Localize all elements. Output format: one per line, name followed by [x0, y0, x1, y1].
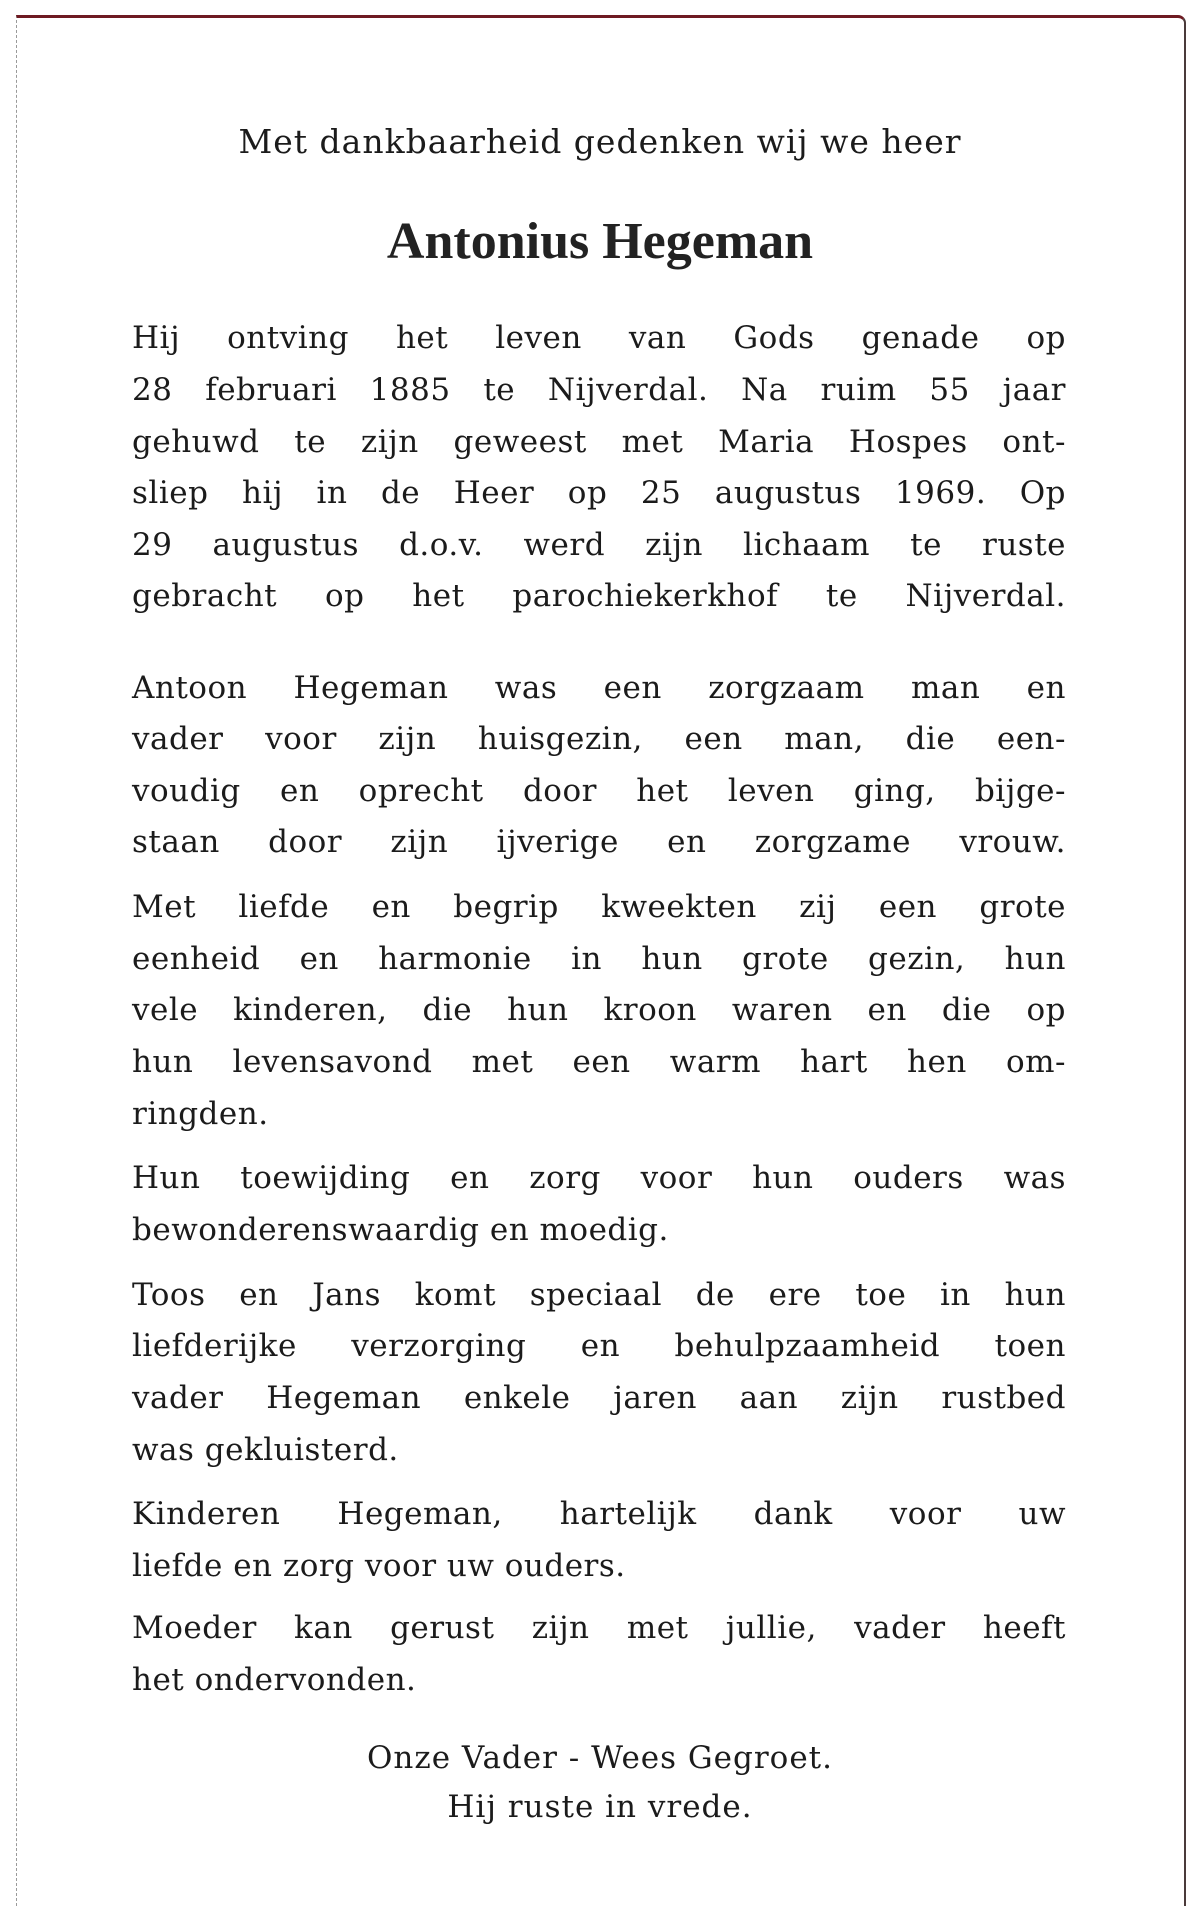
text-line: vader voor zijn huisgezin, een man, die een- — [132, 721, 1066, 757]
text-line: 28 februari 1885 te Nijverdal. Na ruim 55 jaar — [132, 372, 1066, 408]
text-line: Kinderen Hegeman, hartelijk dank voor uw — [132, 1496, 1066, 1532]
text-line: liefde en zorg voor uw ouders. — [132, 1548, 626, 1584]
text-line: Hij ontving het leven van Gods genade op — [132, 320, 1066, 356]
text-line: Toos en Jans komt speciaal de ere toe in hun — [132, 1277, 1066, 1313]
text-line: eenheid en harmonie in hun grote gezin, hun — [132, 941, 1066, 977]
rest-in-peace-line: Hij ruste in vrede. — [447, 1789, 753, 1825]
text-line: sliep hij in de Heer op 25 augustus 1969. Op — [132, 475, 1066, 511]
text-line: gehuwd te zijn geweest met Maria Hospes ont- — [132, 424, 1066, 460]
intro-line: Met dankbaarheid gedenken wij we heer — [238, 122, 962, 161]
text-line: staan door zijn ijverige en zorgzame vrouw. — [132, 824, 1066, 860]
text-line: liefderijke verzorging en behulpzaamheid toen — [132, 1328, 1066, 1364]
text-line: bewonderenswaardig en moedig. — [132, 1212, 669, 1248]
text-line: voudig en oprecht door het leven ging, bijge- — [132, 773, 1066, 809]
text-line: vader Hegeman enkele jaren aan zijn rustbed — [132, 1380, 1066, 1416]
prayer-line: Onze Vader - Wees Gegroet. — [366, 1740, 833, 1776]
text-line: was gekluisterd. — [132, 1432, 399, 1468]
text-line: hun levensavond met een warm hart hen om- — [132, 1044, 1066, 1080]
text-line: het ondervonden. — [132, 1662, 417, 1698]
text-line: vele kinderen, die hun kroon waren en die op — [132, 992, 1066, 1028]
text-line: Hun toewijding en zorg voor hun ouders was — [132, 1160, 1066, 1196]
text-line: gebracht op het parochiekerkhof te Nijverdal. — [132, 578, 1066, 614]
text-line: 29 augustus d.o.v. werd zijn lichaam te ruste — [132, 527, 1066, 563]
text-line: Moeder kan gerust zijn met jullie, vader heeft — [132, 1610, 1066, 1646]
text-line: Met liefde en begrip kweekten zij een grote — [132, 889, 1066, 925]
text-line: Antoon Hegeman was een zorgzaam man en — [132, 670, 1066, 706]
text-line: ringden. — [132, 1096, 269, 1132]
deceased-name: Antonius Hegeman — [386, 213, 814, 270]
